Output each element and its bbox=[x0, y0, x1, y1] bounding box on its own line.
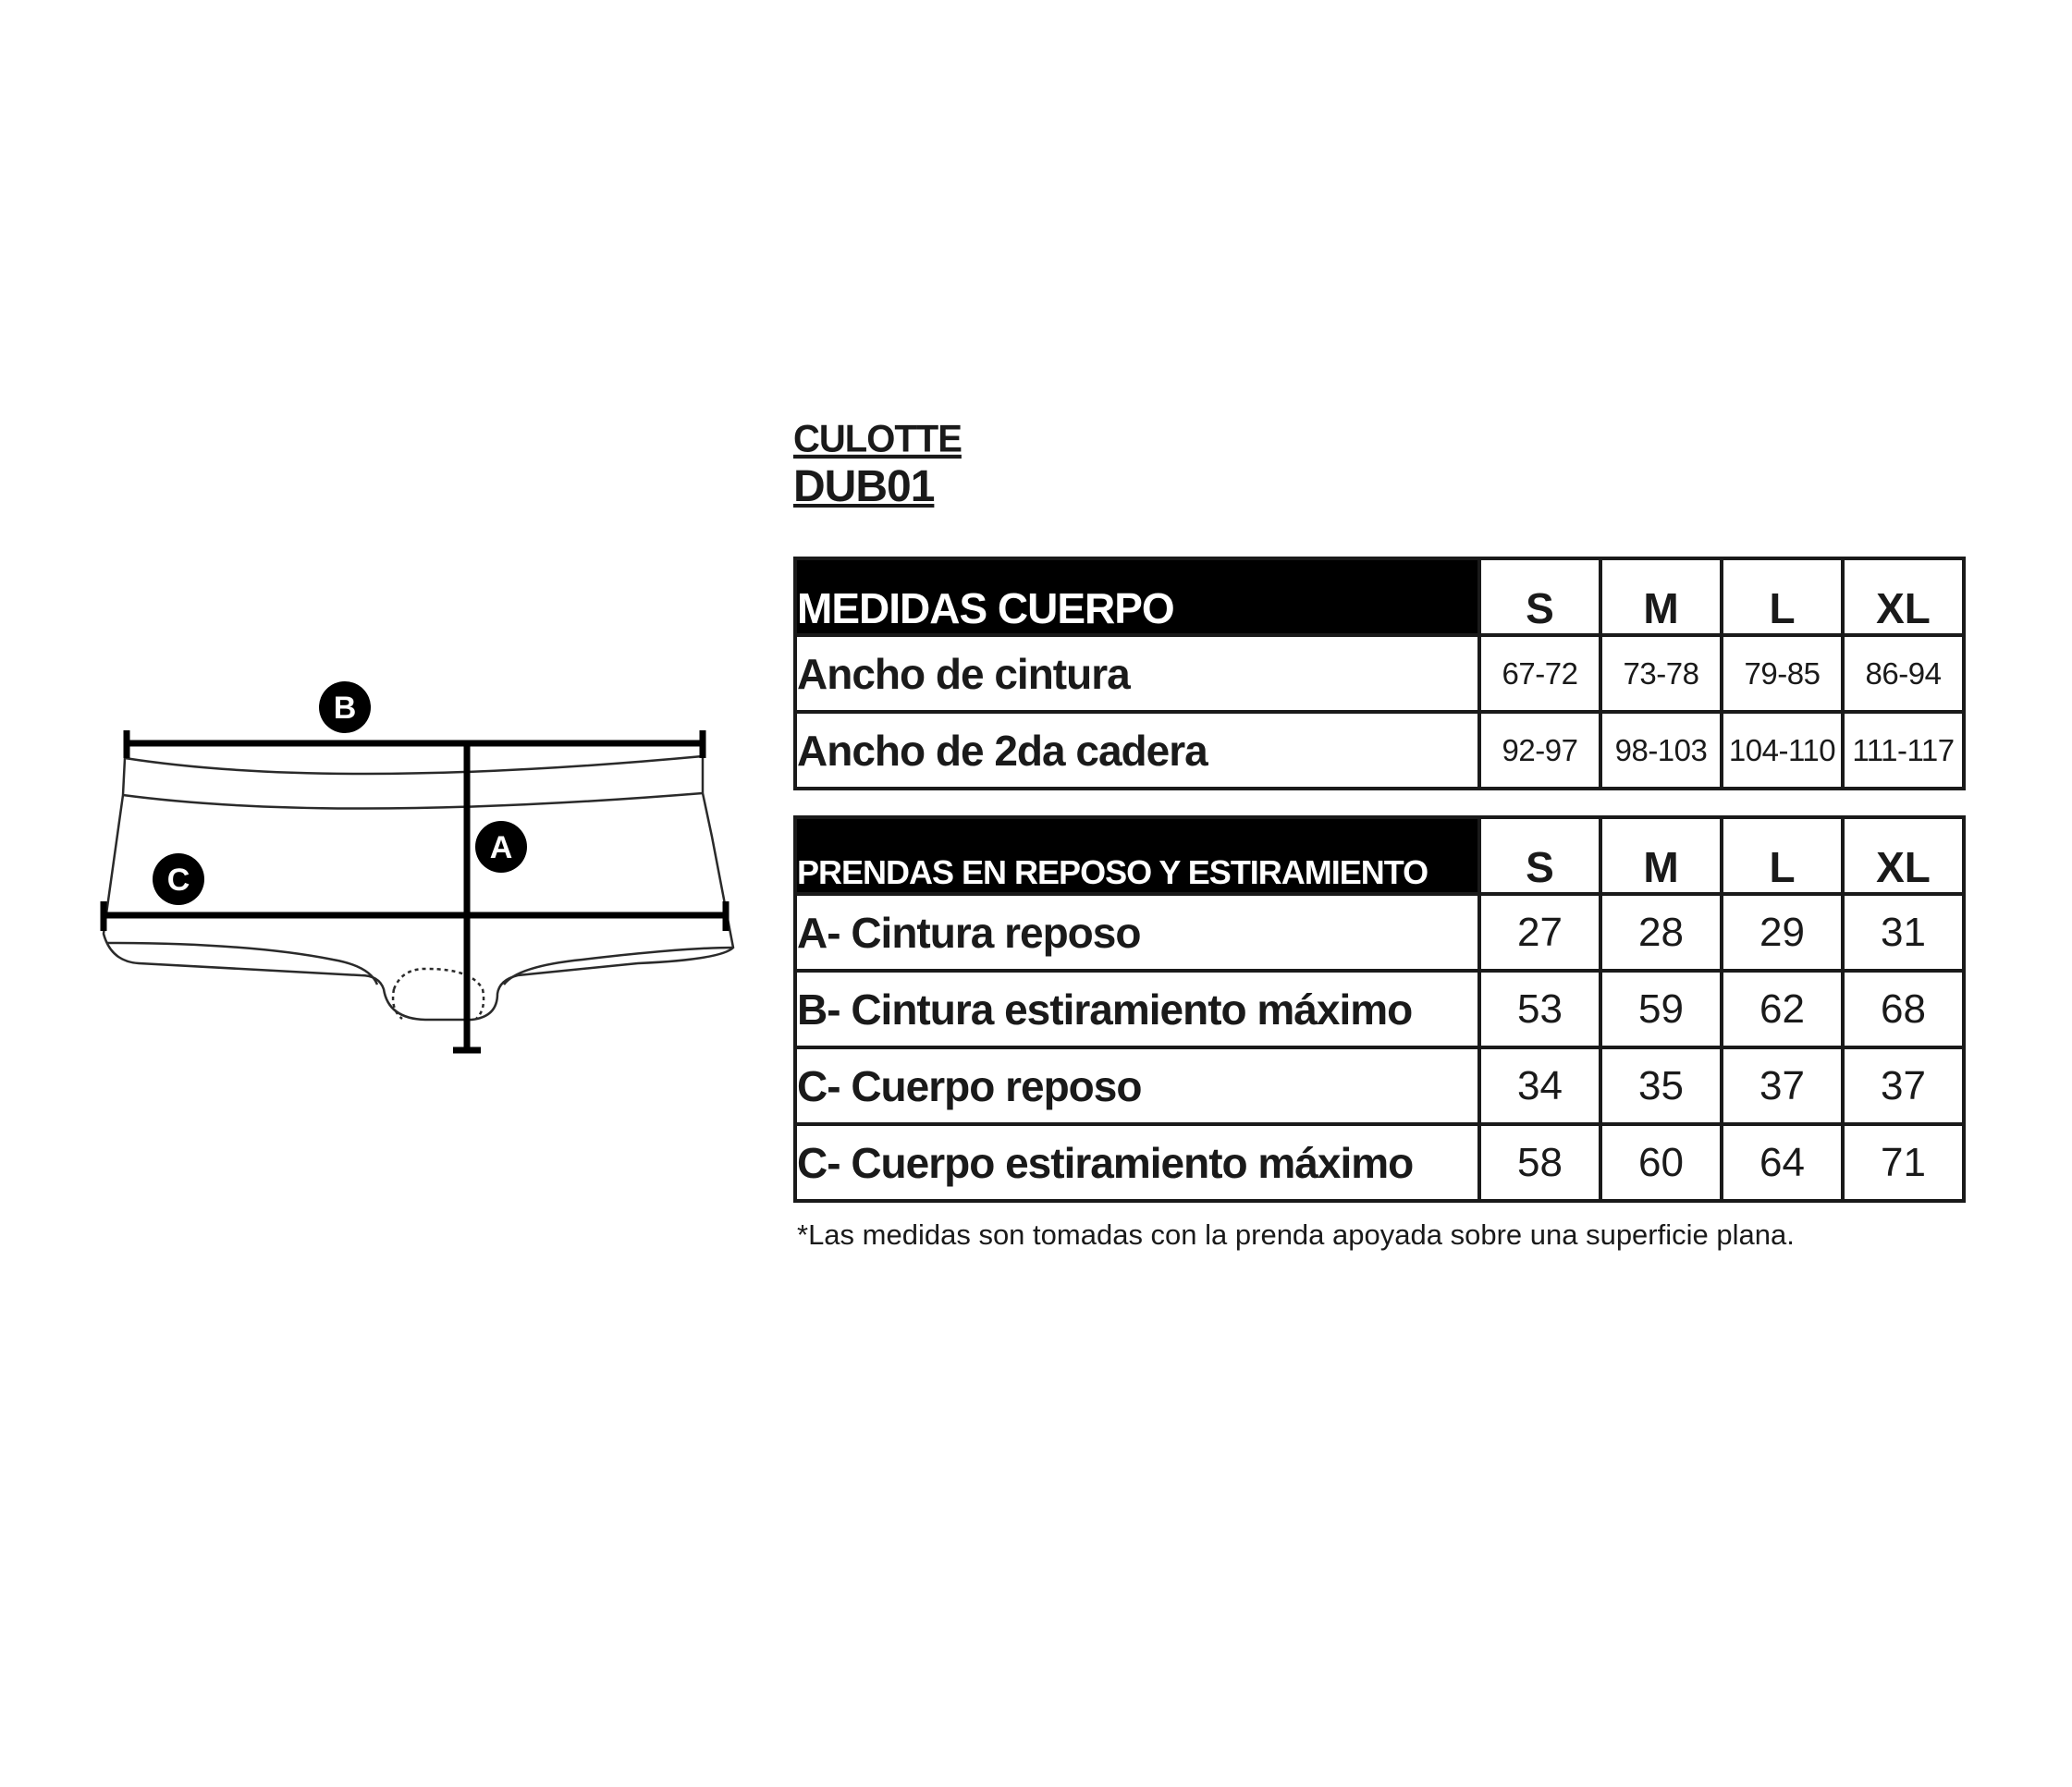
cell-value: 34 bbox=[1479, 1047, 1600, 1124]
product-title bbox=[793, 417, 962, 511]
cell-value: 58 bbox=[1479, 1124, 1600, 1201]
cell-value: 29 bbox=[1722, 894, 1843, 971]
cell-value: 64 bbox=[1722, 1124, 1843, 1201]
row-label: Ancho de cintura bbox=[795, 635, 1479, 712]
cell-value: 104-110 bbox=[1722, 712, 1843, 789]
product-type: CULOTTE bbox=[793, 417, 962, 461]
cell-value: 37 bbox=[1843, 1047, 1964, 1124]
culotte-illustration bbox=[83, 666, 749, 1054]
cell-value: 28 bbox=[1600, 894, 1722, 971]
table-row bbox=[795, 1047, 1964, 1124]
table-header-row bbox=[795, 558, 1964, 635]
cell-value: 86-94 bbox=[1843, 635, 1964, 712]
measure-line-c bbox=[104, 901, 726, 931]
footnote: *Las medidas son tomadas con la prenda apoyada sobre una superficie plana. bbox=[797, 1218, 1795, 1251]
size-header: L bbox=[1722, 817, 1843, 894]
cell-value: 68 bbox=[1843, 971, 1964, 1047]
size-header: M bbox=[1600, 817, 1722, 894]
cell-value: 35 bbox=[1600, 1047, 1722, 1124]
cell-value: 62 bbox=[1722, 971, 1843, 1047]
measure-line-a bbox=[453, 745, 481, 1052]
table-row bbox=[795, 712, 1964, 789]
cell-value: 53 bbox=[1479, 971, 1600, 1047]
svg-text:C: C bbox=[166, 863, 190, 898]
garment-measurements-table bbox=[793, 815, 1966, 1203]
cell-value: 37 bbox=[1722, 1047, 1843, 1124]
row-label: C- Cuerpo reposo bbox=[795, 1047, 1479, 1124]
marker-a bbox=[475, 821, 527, 873]
size-header: XL bbox=[1843, 558, 1964, 635]
cell-value: 79-85 bbox=[1722, 635, 1843, 712]
cell-value: 73-78 bbox=[1600, 635, 1722, 712]
table-row bbox=[795, 1124, 1964, 1201]
cell-value: 71 bbox=[1843, 1124, 1964, 1201]
table-header-row bbox=[795, 817, 1964, 894]
product-code: DUB01 bbox=[793, 462, 935, 511]
row-label: Ancho de 2da cadera bbox=[795, 712, 1479, 789]
table-row bbox=[795, 635, 1964, 712]
size-header: S bbox=[1479, 817, 1600, 894]
size-header: XL bbox=[1843, 817, 1964, 894]
body-measurements-table bbox=[793, 557, 1966, 790]
table-row bbox=[795, 894, 1964, 971]
row-label: B- Cintura estiramiento máximo bbox=[795, 971, 1479, 1047]
garment-diagram bbox=[83, 666, 749, 1054]
size-header: M bbox=[1600, 558, 1722, 635]
table-row bbox=[795, 971, 1964, 1047]
cell-value: 27 bbox=[1479, 894, 1600, 971]
row-label: C- Cuerpo estiramiento máximo bbox=[795, 1124, 1479, 1201]
svg-text:B: B bbox=[333, 691, 357, 726]
cell-value: 60 bbox=[1600, 1124, 1722, 1201]
size-header: L bbox=[1722, 558, 1843, 635]
cell-value: 67-72 bbox=[1479, 635, 1600, 712]
svg-text:A: A bbox=[489, 830, 513, 865]
cell-value: 31 bbox=[1843, 894, 1964, 971]
table-title: PRENDAS EN REPOSO Y ESTIRAMIENTO bbox=[795, 817, 1479, 894]
marker-b bbox=[319, 681, 371, 733]
size-header: S bbox=[1479, 558, 1600, 635]
table-title: MEDIDAS CUERPO bbox=[795, 558, 1479, 635]
cell-value: 92-97 bbox=[1479, 712, 1600, 789]
cell-value: 59 bbox=[1600, 971, 1722, 1047]
measure-line-b bbox=[127, 730, 703, 758]
cell-value: 98-103 bbox=[1600, 712, 1722, 789]
row-label: A- Cintura reposo bbox=[795, 894, 1479, 971]
cell-value: 111-117 bbox=[1843, 712, 1964, 789]
marker-c bbox=[153, 853, 204, 905]
